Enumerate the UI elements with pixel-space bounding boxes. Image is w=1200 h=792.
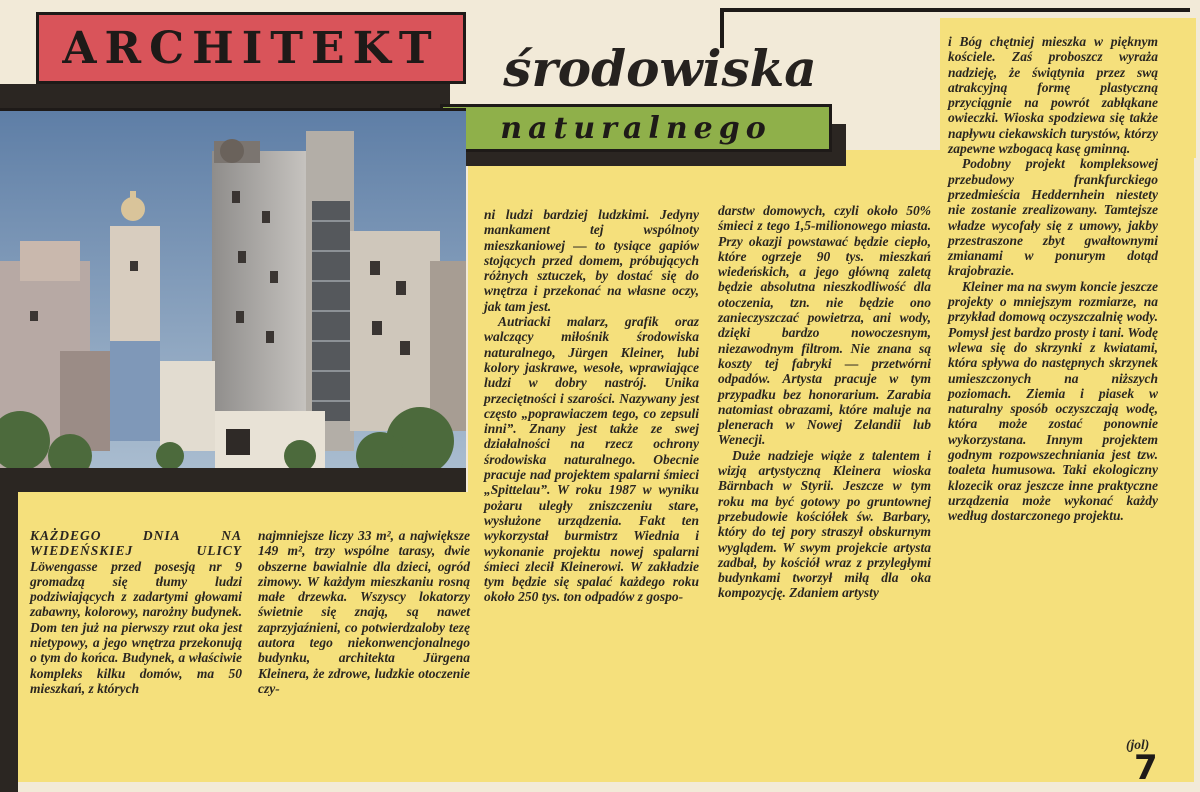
text-column-1 <box>30 528 242 696</box>
paragraph: Duże nadzieje wiąże z talentem i wizją artystyczną Kleinera wioska Bärnbach w Styrii. Jeszcze w tym roku ma być gotowy po gruntownej przebudowie kościółek św. Barbary, który do tej pory straszył obskurnym wyglądem. W swym projekcie artysta zadbał, by kościół wraz z przyległymi budynkami tworzył miłą dla oka kompozycję. Zdaniem artysty <box>718 447 931 601</box>
building-photo <box>0 108 466 471</box>
author-signature: (jol) <box>1126 737 1150 752</box>
paragraph: Autriacki malarz, grafik oraz walczący miłośnik środowiska naturalnego, Jürgen Kleiner, lubi kolory jaskrawe, wesołe, wprawiające ludzi w dobry nastrój. Unika przeciętności i szarości. Nazywany jest często „poprawiaczem tego, co zepsuli inni”. Znany jest także ze swej działalności na rzecz ochrony środowiska naturalnego. Obecnie pracuje nad projektem spalarni śmieci „Spittelau”. W roku 1987 w wyniku pożaru uległy zniszczeniu stare, wysłużone urządzenia. Fakt ten wykorzystał burmistrz Wiednia i wykonanie projektu nowej spalarni śmieci zlecił Kleinerowi. W zakładzie tym będzie się spalać każdego roku około 250 tys. ton odpadów z gospo- <box>484 314 699 605</box>
text-column-5 <box>948 34 1158 524</box>
left-rule <box>0 466 18 792</box>
paragraph: najmniejsze liczy 33 m², a największe 149 m², trzy wspólne tarasy, dwie obszerne bawialnie dla dzieci, ogród zimowy. W każdym mieszkaniu rosną małe drzewka. Wszyscy lokatorzy świetnie się znają, są nawet zaprzyjaźnieni, co potwierdzaloby tezę autora tego niekonwencjonalnego budynku, architekta Jürgena Kleinera, że zdrowe, ludzkie otoczenie czy- <box>258 528 470 696</box>
header-rule <box>720 8 1190 12</box>
page-number: 7 <box>1134 748 1158 788</box>
subheadline-second-line: naturalnego <box>500 110 772 146</box>
headline-box <box>36 12 466 84</box>
paragraph: i Bóg chętniej mieszka w pięknym kościele. Zaś proboszcz wyraża nadzieję, że świątynia przez swą atrakcyjną formę plastyczną przyciągnie na powrót zabłąkane owieczki. Wioska spodziewa się także napływu ciekawskich turystów, którzy zapewne wzbogacą kasę gminną. <box>948 34 1158 157</box>
text-column-2 <box>258 528 470 696</box>
photo-shadow <box>0 84 450 108</box>
headline: ARCHITEKT <box>62 22 440 74</box>
lead-paragraph <box>30 528 242 696</box>
paragraph: ni ludzi bardziej ludzkimi. Jedyny mankament tej wspólnoty mieszkaniowej — to tysiące gapiów stojących przed domem, próbujących różnych sztuczek, by dostać się do wnętrza i przekonać na własne oczy, jak tam jest. <box>484 207 699 314</box>
text-column-4 <box>718 203 931 601</box>
subheadline-box <box>440 104 832 152</box>
paragraph: Kleiner ma na swym koncie jeszcze projekty o mniejszym rozmiarze, na przykład domową oczyszczalnię wody. Pomysł jest bardzo prosty i tani. Wodę wlewa się do skrzynki z kwiatami, która spływa do następnych skrzynek umieszczonych na niższych poziomach. Ziemia i piasek w naturalny sposób oczyszczają wodę, która może zostać ponownie wykorzystana. Innym projektem godnym rozpowszechniania jest tzw. toaleta humusowa. Taki ekologiczny klozecik oraz jeszcze inne praktyczne urządzenia może wykonać każdy według dostarczonego projektu. <box>948 278 1158 524</box>
lead-caps: KAŻDEGO DNIA NA WIEDEŃSKIEJ ULICY <box>30 528 242 559</box>
subheadline: środowiska <box>503 39 817 98</box>
building-photo-image <box>0 111 466 468</box>
paragraph: Podobny projekt kompleksowej przebudowy frankfurckiego przedmieścia Heddernhein niestety nie zostanie zrealizowany. Tamtejsze władze wycofały się z umowy, jakby przestraszone zbyt gwałtownymi zmianami w ponurym dotąd krajobrazie. <box>948 156 1158 279</box>
text-column-3 <box>484 207 699 605</box>
paragraph: darstw domowych, czyli około 50% śmieci z tego 1,5-milionowego miasta. Przy okazji powstawać będzie ciepło, które ogrzeje 90 tys. mieszkań wiedeńskich, a jego główną zaletą będzie absolutna nieszkodliwość dla otoczenia, tzn. nie będzie ono zanieczyszczać powietrza, ani wody, dzięki bardzo nowoczesnym, niezawodnym filtrom. Nie znana są koszty tej fabryki — przetwórni odpadów. Artysta pracuje w tym przypadku bez honorarium. Zarabia natomiast obrazami, które maluje na plenerach w Nowej Zelandii lub Wenecji. <box>718 203 931 448</box>
lead-text: Löwengasse przed posesją nr 9 gromadzą się tłumy ludzi podziwiających z zadartymi głowami zabawny, kolorowy, narożny budynek. Dom ten już na pierwszy rzut oka jest nietypowy, a jego wnętrza przekonują o tym do końca. Budynek, a właściwie kompleks kilku domów, ma 50 mieszkań, z których <box>30 558 242 696</box>
